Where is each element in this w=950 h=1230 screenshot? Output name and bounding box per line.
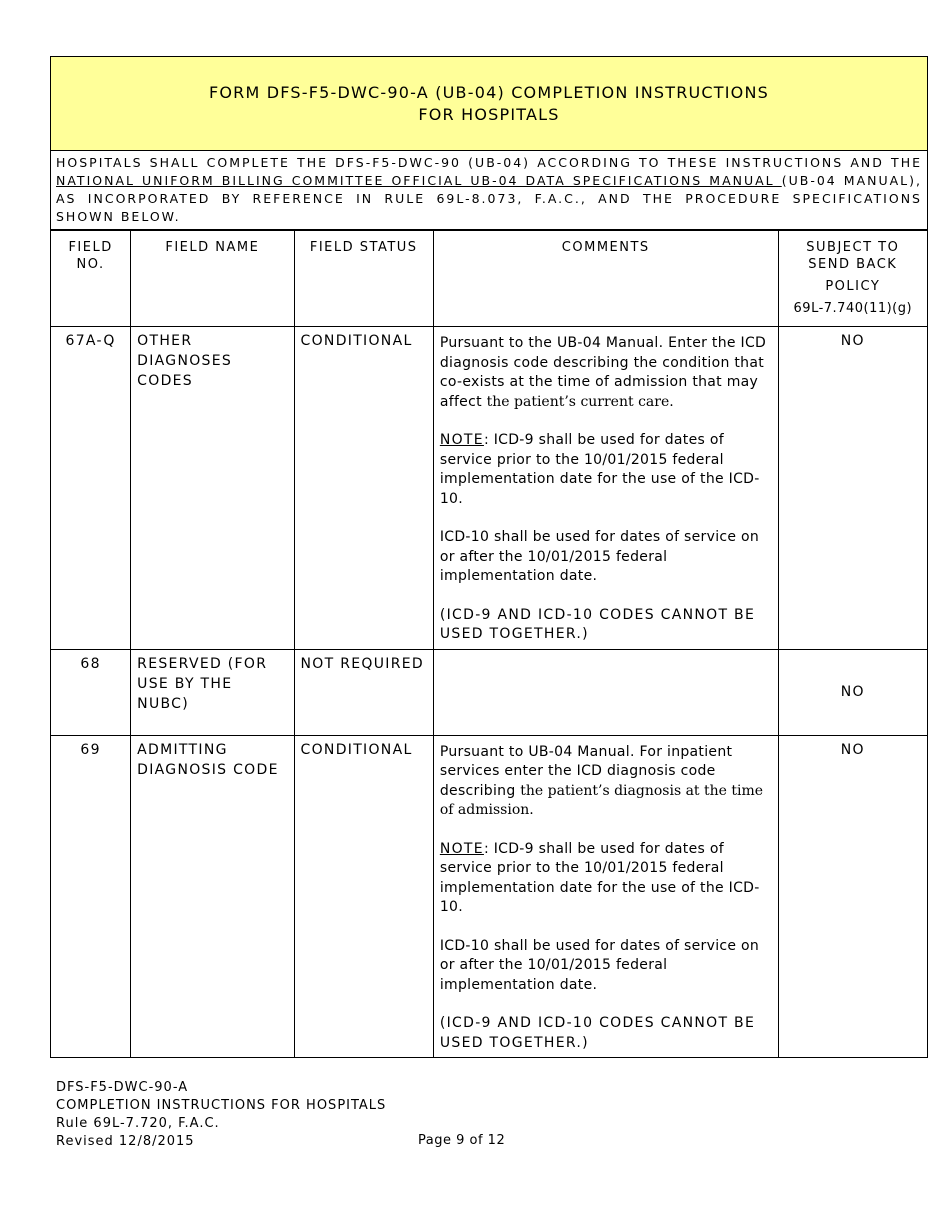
comment-caution: (ICD-9 AND ICD-10 CODES CANNOT BE USED TOGETHER.) bbox=[439, 606, 756, 642]
header-field-no: FIELD NO. bbox=[51, 231, 131, 327]
field-status: CONDITIONAL bbox=[294, 735, 433, 1058]
field-no: 69 bbox=[51, 735, 131, 1058]
header-field-status: FIELD STATUS bbox=[294, 231, 433, 327]
field-name: RESERVED (FOR USE BY THE NUBC) bbox=[131, 649, 294, 735]
comment-pursuant-tail: the patient’s diagnosis at the time of admission. bbox=[439, 782, 764, 818]
field-no: 68 bbox=[51, 649, 131, 735]
comment-pursuant bbox=[440, 334, 772, 412]
form-title-line-2: FOR HOSPITALS bbox=[418, 104, 560, 124]
header-comments: COMMENTS bbox=[433, 231, 778, 327]
field-send-back: NO bbox=[778, 735, 927, 1058]
form-title-line-1: FORM DFS-F5-DWC-90-A (UB-04) COMPLETION INSTRUCTIONS bbox=[208, 82, 770, 102]
field-comments bbox=[433, 649, 778, 735]
footer-form-id: DFS-F5-DWC-90-A bbox=[56, 1080, 189, 1095]
comment-pursuant-text: Pursuant to the UB-04 Manual. Enter the ICD diagnosis code describing the condition that co-exists at the time of admission that may affect bbox=[439, 335, 767, 410]
instructions-frame bbox=[50, 56, 928, 1058]
comment-icd10: ICD-10 shall be used for dates of service on or after the 10/01/2015 federal implementation date. bbox=[439, 937, 760, 993]
comment-caution: (ICD-9 AND ICD-10 CODES CANNOT BE USED TOGETHER.) bbox=[439, 1015, 756, 1051]
field-send-back: NO bbox=[778, 327, 927, 650]
intro-text-2: (UB-04 MANUAL), AS INCORPORATED BY REFERENCE IN RULE 69L-8.073, F.A.C., AND THE PROCEDURE SPECIFICATIONS SHOWN BELOW. bbox=[56, 173, 922, 224]
comment-note bbox=[440, 840, 772, 918]
field-instructions-table bbox=[50, 230, 928, 1058]
header-subject-to-send-back bbox=[778, 231, 927, 327]
field-status: NOT REQUIRED bbox=[294, 649, 433, 735]
field-comments bbox=[433, 735, 778, 1058]
ub04-manual-reference: NATIONAL UNIFORM BILLING COMMITTEE OFFICIAL UB-04 DATA SPECIFICATIONS MANUAL bbox=[56, 173, 782, 188]
header-subject-rule: 69L-7.740(11)(g) bbox=[793, 301, 913, 316]
footer-revised: Revised 12/8/2015 bbox=[56, 1134, 195, 1149]
comment-pursuant-tail: the patient’s current care. bbox=[486, 393, 674, 410]
footer-rule: Rule 69L-7.720, F.A.C. bbox=[56, 1116, 220, 1131]
header-field-name: FIELD NAME bbox=[131, 231, 294, 327]
note-text: : ICD-9 shall be used for dates of service prior to the 10/01/2015 federal implementation date for the use of the ICD-10. bbox=[439, 840, 760, 915]
header-subject-line-1: SUBJECT TO SEND BACK bbox=[806, 240, 900, 272]
comment-icd10: ICD-10 shall be used for dates of service on or after the 10/01/2015 federal implementation date. bbox=[439, 529, 760, 584]
comment-pursuant bbox=[440, 743, 772, 821]
comment-note bbox=[440, 431, 772, 509]
note-text: : ICD-9 shall be used for dates of service prior to the 10/01/2015 federal implementation date for the use of the ICD-10. bbox=[439, 432, 760, 507]
intro-text-1: HOSPITALS SHALL COMPLETE THE DFS-F5-DWC-90 (UB-04) ACCORDING TO THESE INSTRUCTIONS AND THE bbox=[56, 155, 922, 170]
header-subject-line-2: POLICY bbox=[825, 279, 881, 294]
field-comments bbox=[433, 327, 778, 650]
table-row bbox=[51, 327, 928, 650]
field-no: 67A-Q bbox=[51, 327, 131, 650]
table-row bbox=[51, 735, 928, 1058]
note-label: NOTE bbox=[439, 432, 484, 448]
comment-pursuant-text: Pursuant to UB-04 Manual. For inpatient services enter the ICD diagnosis code describing bbox=[439, 743, 733, 799]
page-number: Page 9 of 12 bbox=[418, 1133, 506, 1148]
field-status: CONDITIONAL bbox=[294, 327, 433, 650]
field-name: OTHER DIAGNOSES CODES bbox=[131, 327, 294, 650]
field-name: ADMITTING DIAGNOSIS CODE bbox=[131, 735, 294, 1058]
intro-paragraph bbox=[50, 151, 928, 230]
note-label: NOTE bbox=[439, 840, 484, 857]
page-footer bbox=[56, 1079, 386, 1151]
form-title-banner bbox=[50, 56, 928, 151]
footer-title: COMPLETION INSTRUCTIONS FOR HOSPITALS bbox=[56, 1098, 387, 1113]
table-header-row bbox=[51, 231, 928, 327]
table-row bbox=[51, 649, 928, 735]
field-send-back: NO bbox=[778, 649, 927, 735]
